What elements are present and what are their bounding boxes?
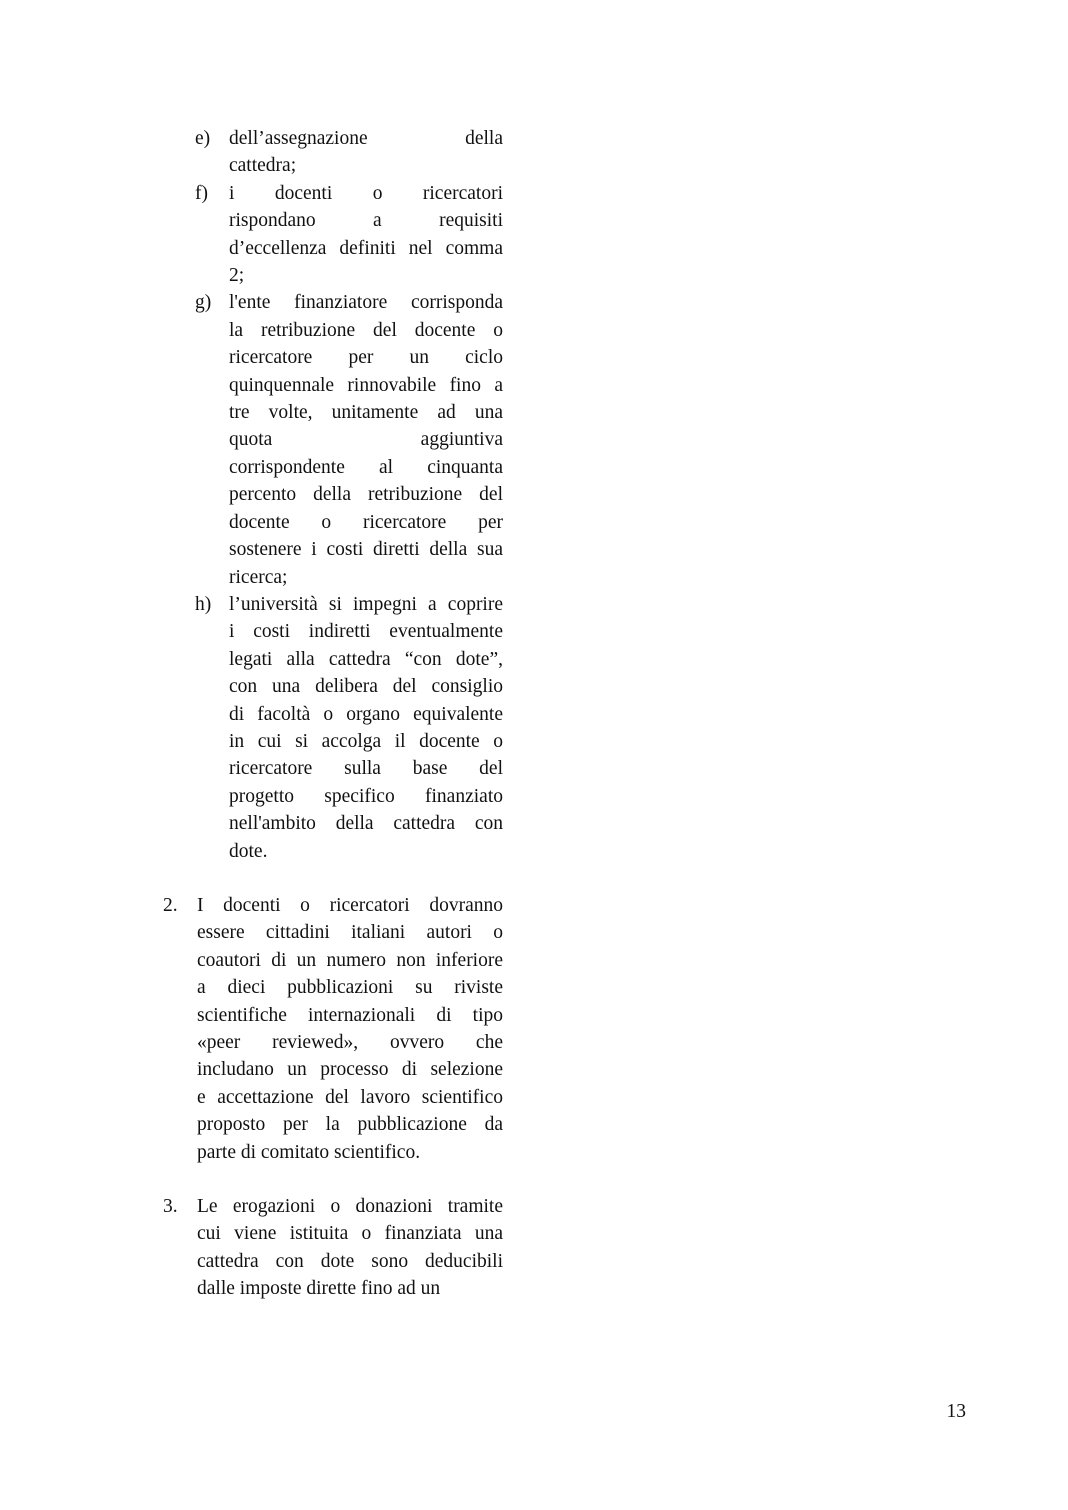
text-line: coautori di un numero non inferiore <box>197 949 503 971</box>
text-line: parte di comitato scientifico. <box>197 1141 421 1163</box>
text-line: docente o ricercatore per <box>229 511 503 533</box>
text-line: corrispondente al cinquanta <box>229 456 503 478</box>
text-line: sostenere i costi diretti della sua <box>229 539 503 561</box>
text-column <box>163 125 503 1303</box>
list-marker: e) <box>195 128 211 149</box>
list-marker: 2. <box>163 894 178 916</box>
text-line: cattedra; <box>229 155 297 177</box>
list-marker: h) <box>195 593 212 615</box>
text-line: dote. <box>229 840 268 862</box>
text-line: l'ente finanziatore corrisponda <box>229 292 503 314</box>
list-item-3 <box>163 1193 503 1303</box>
list-item-h <box>195 591 503 865</box>
text-line: a dieci pubblicazioni su riviste <box>197 977 503 999</box>
text-line: di facoltà o organo equivalente <box>229 703 503 725</box>
text-line: includano un processo di selezione <box>197 1059 503 1081</box>
text-line: quinquennale rinnovabile fino a <box>229 374 503 396</box>
text-line: e accettazione del lavoro scientifico <box>197 1086 503 1108</box>
text-line: I docenti o ricercatori dovranno <box>197 894 503 916</box>
text-line: i docenti o ricercatori <box>229 182 503 204</box>
text-line: l’università si impegni a coprire <box>229 593 503 615</box>
text-line: i costi indiretti eventualmente <box>229 621 503 643</box>
text-line: d’eccellenza definiti nel comma <box>229 237 503 259</box>
text-line: nell'ambito della cattedra con <box>229 813 503 835</box>
page-number: 13 <box>946 1401 966 1422</box>
text-line: 2; <box>229 265 245 287</box>
text-line: cui viene istituita o finanziata una <box>197 1223 503 1245</box>
list-item-f <box>195 180 503 290</box>
text-line: ricercatore sulla base del <box>229 758 503 780</box>
text-line: scientifiche internazionali di tipo <box>197 1004 503 1026</box>
list-marker: g) <box>195 292 212 314</box>
text-line: progetto specifico finanziato <box>229 785 503 807</box>
numbered-list <box>163 892 503 1303</box>
text-line: la retribuzione del docente o <box>229 319 503 341</box>
text-line: con una delibera del consiglio <box>229 676 503 698</box>
list-item-g <box>195 289 503 590</box>
list-item-e <box>195 125 503 180</box>
lettered-list <box>195 125 503 865</box>
text-line: in cui si accolga il docente o <box>229 730 503 752</box>
text-line: ricercatore per un ciclo <box>229 347 503 369</box>
text-line: percento della retribuzione del <box>229 484 503 506</box>
list-marker: 3. <box>163 1196 178 1218</box>
text-line: legati alla cattedra “con dote”, <box>229 648 503 670</box>
text-line: proposto per la pubblicazione da <box>197 1114 503 1136</box>
text-line: dalle imposte dirette fino ad un <box>197 1278 441 1300</box>
text-line: dell’assegnazione della <box>229 128 503 149</box>
list-item-2 <box>163 892 503 1166</box>
text-line: ricerca; <box>229 566 288 588</box>
text-line: «peer reviewed», ovvero che <box>197 1032 503 1053</box>
list-marker: f) <box>195 182 208 204</box>
text-line: Le erogazioni o donazioni tramite <box>197 1196 503 1218</box>
text-line: tre volte, unitamente ad una <box>229 402 503 424</box>
text-line: quota aggiuntiva <box>229 429 503 451</box>
text-line: cattedra con dote sono deducibili <box>197 1250 503 1272</box>
text-line: rispondano a requisiti <box>229 210 503 232</box>
text-line: essere cittadini italiani autori o <box>197 922 503 944</box>
